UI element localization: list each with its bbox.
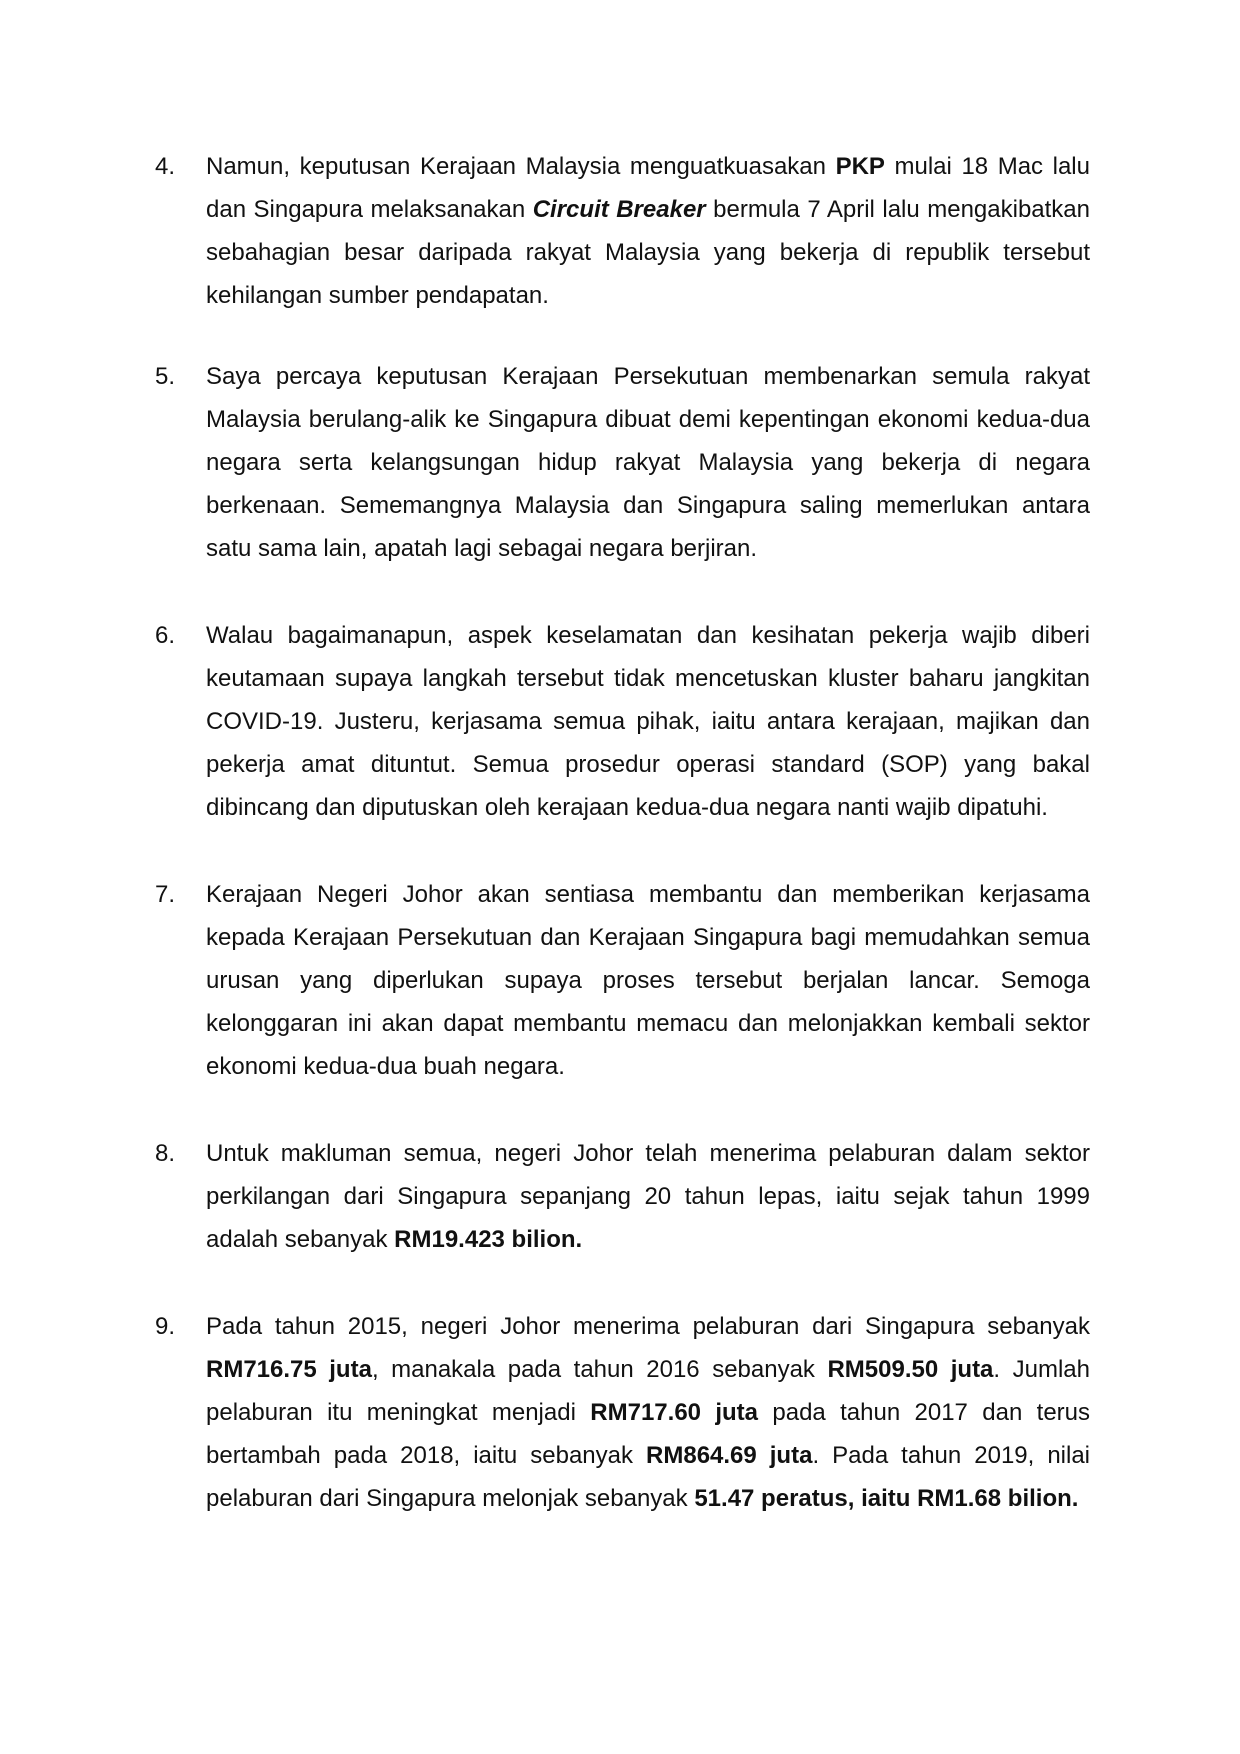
bold-figure: RM509.50 juta <box>827 1356 994 1383</box>
paragraph-text: Saya percaya keputusan Kerajaan Persekutuan membenarkan semula rakyat Malaysia berulang-alik ke Singapura dibuat demi kepentingan ekonomi kedua-dua negara serta kelangsungan hidup rakyat Malaysia yang bekerja di negara berkenaan. Sememangnya Malaysia dan Singapura saling memerlukan antara satu sama lain, apatah lagi sebagai negara berjiran. <box>206 363 1090 562</box>
paragraph-text: Namun, keputusan Kerajaan Malaysia menguatkuasakan PKP mulai 18 Mac lalu dan Singapura melaksanakan Circuit Breaker bermula 7 April lalu mengakibatkan sebahagian besar daripada rakyat Malaysia yang bekerja di republik tersebut kehilangan sumber pendapatan. <box>206 153 1091 309</box>
bold-figure: RM19.423 bilion. <box>394 1226 583 1253</box>
paragraph-text: Walau bagaimanapun, aspek keselamatan dan kesihatan pekerja wajib diberi keutamaan supaya langkah tersebut tidak mencetuskan kluster baharu jangkitan COVID-19. Justeru, kerjasama semua pihak, iaitu antara kerajaan, majikan dan pekerja amat dituntut. Semua prosedur operasi standard (SOP) yang bakal dibincang dan diputuskan oleh kerajaan kedua-dua negara nanti wajib dipatuhi. <box>206 622 1090 821</box>
paragraph-number: 4. <box>155 153 176 180</box>
paragraph-5 <box>155 355 1090 570</box>
paragraph-number: 7. <box>155 881 176 908</box>
paragraph-text: Untuk makluman semua, negeri Johor telah menerima pelaburan dalam sektor perkilangan dari Singapura sepanjang 20 tahun lepas, iaitu sejak tahun 1999 adalah sebanyak RM19.423 bilion. <box>206 1140 1090 1253</box>
paragraph-text: Pada tahun 2015, negeri Johor menerima pelaburan dari Singapura sebanyak RM716.75 juta, manakala pada tahun 2016 sebanyak RM509.50 juta. Jumlah pelaburan itu meningkat menjadi RM717.60 juta pada tahun 2017 dan terus bertambah pada 2018, iaitu sebanyak RM864.69 juta. Pada tahun 2019, nilai pelaburan dari Singapura melonjak sebanyak 51.47 peratus, iaitu RM1.68 bilion. <box>206 1313 1091 1512</box>
bold-figure: 51.47 peratus, iaitu RM1.68 bilion. <box>694 1485 1079 1512</box>
paragraph-text: Kerajaan Negeri Johor akan sentiasa membantu dan memberikan kerjasama kepada Kerajaan Persekutuan dan Kerajaan Singapura bagi memudahkan semua urusan yang diperlukan supaya proses tersebut berjalan lancar. Semoga kelonggaran ini akan dapat membantu memacu dan melonjakkan kembali sektor ekonomi kedua-dua buah negara. <box>206 881 1090 1080</box>
paragraph-6 <box>155 614 1090 829</box>
bold-term: PKP <box>835 153 885 180</box>
paragraph-4 <box>155 145 1090 317</box>
paragraph-number: 8. <box>155 1140 176 1167</box>
bold-figure: RM864.69 juta <box>646 1442 813 1469</box>
paragraph-8 <box>155 1132 1090 1261</box>
paragraph-number: 5. <box>155 363 176 390</box>
paragraph-9 <box>155 1305 1090 1520</box>
paragraph-number: 9. <box>155 1313 176 1340</box>
bold-figure: RM716.75 juta <box>206 1356 372 1383</box>
paragraph-number: 6. <box>155 622 176 649</box>
bold-italic-term: Circuit Breaker <box>532 196 706 223</box>
paragraph-7 <box>155 873 1090 1088</box>
bold-figure: RM717.60 juta <box>590 1399 759 1426</box>
